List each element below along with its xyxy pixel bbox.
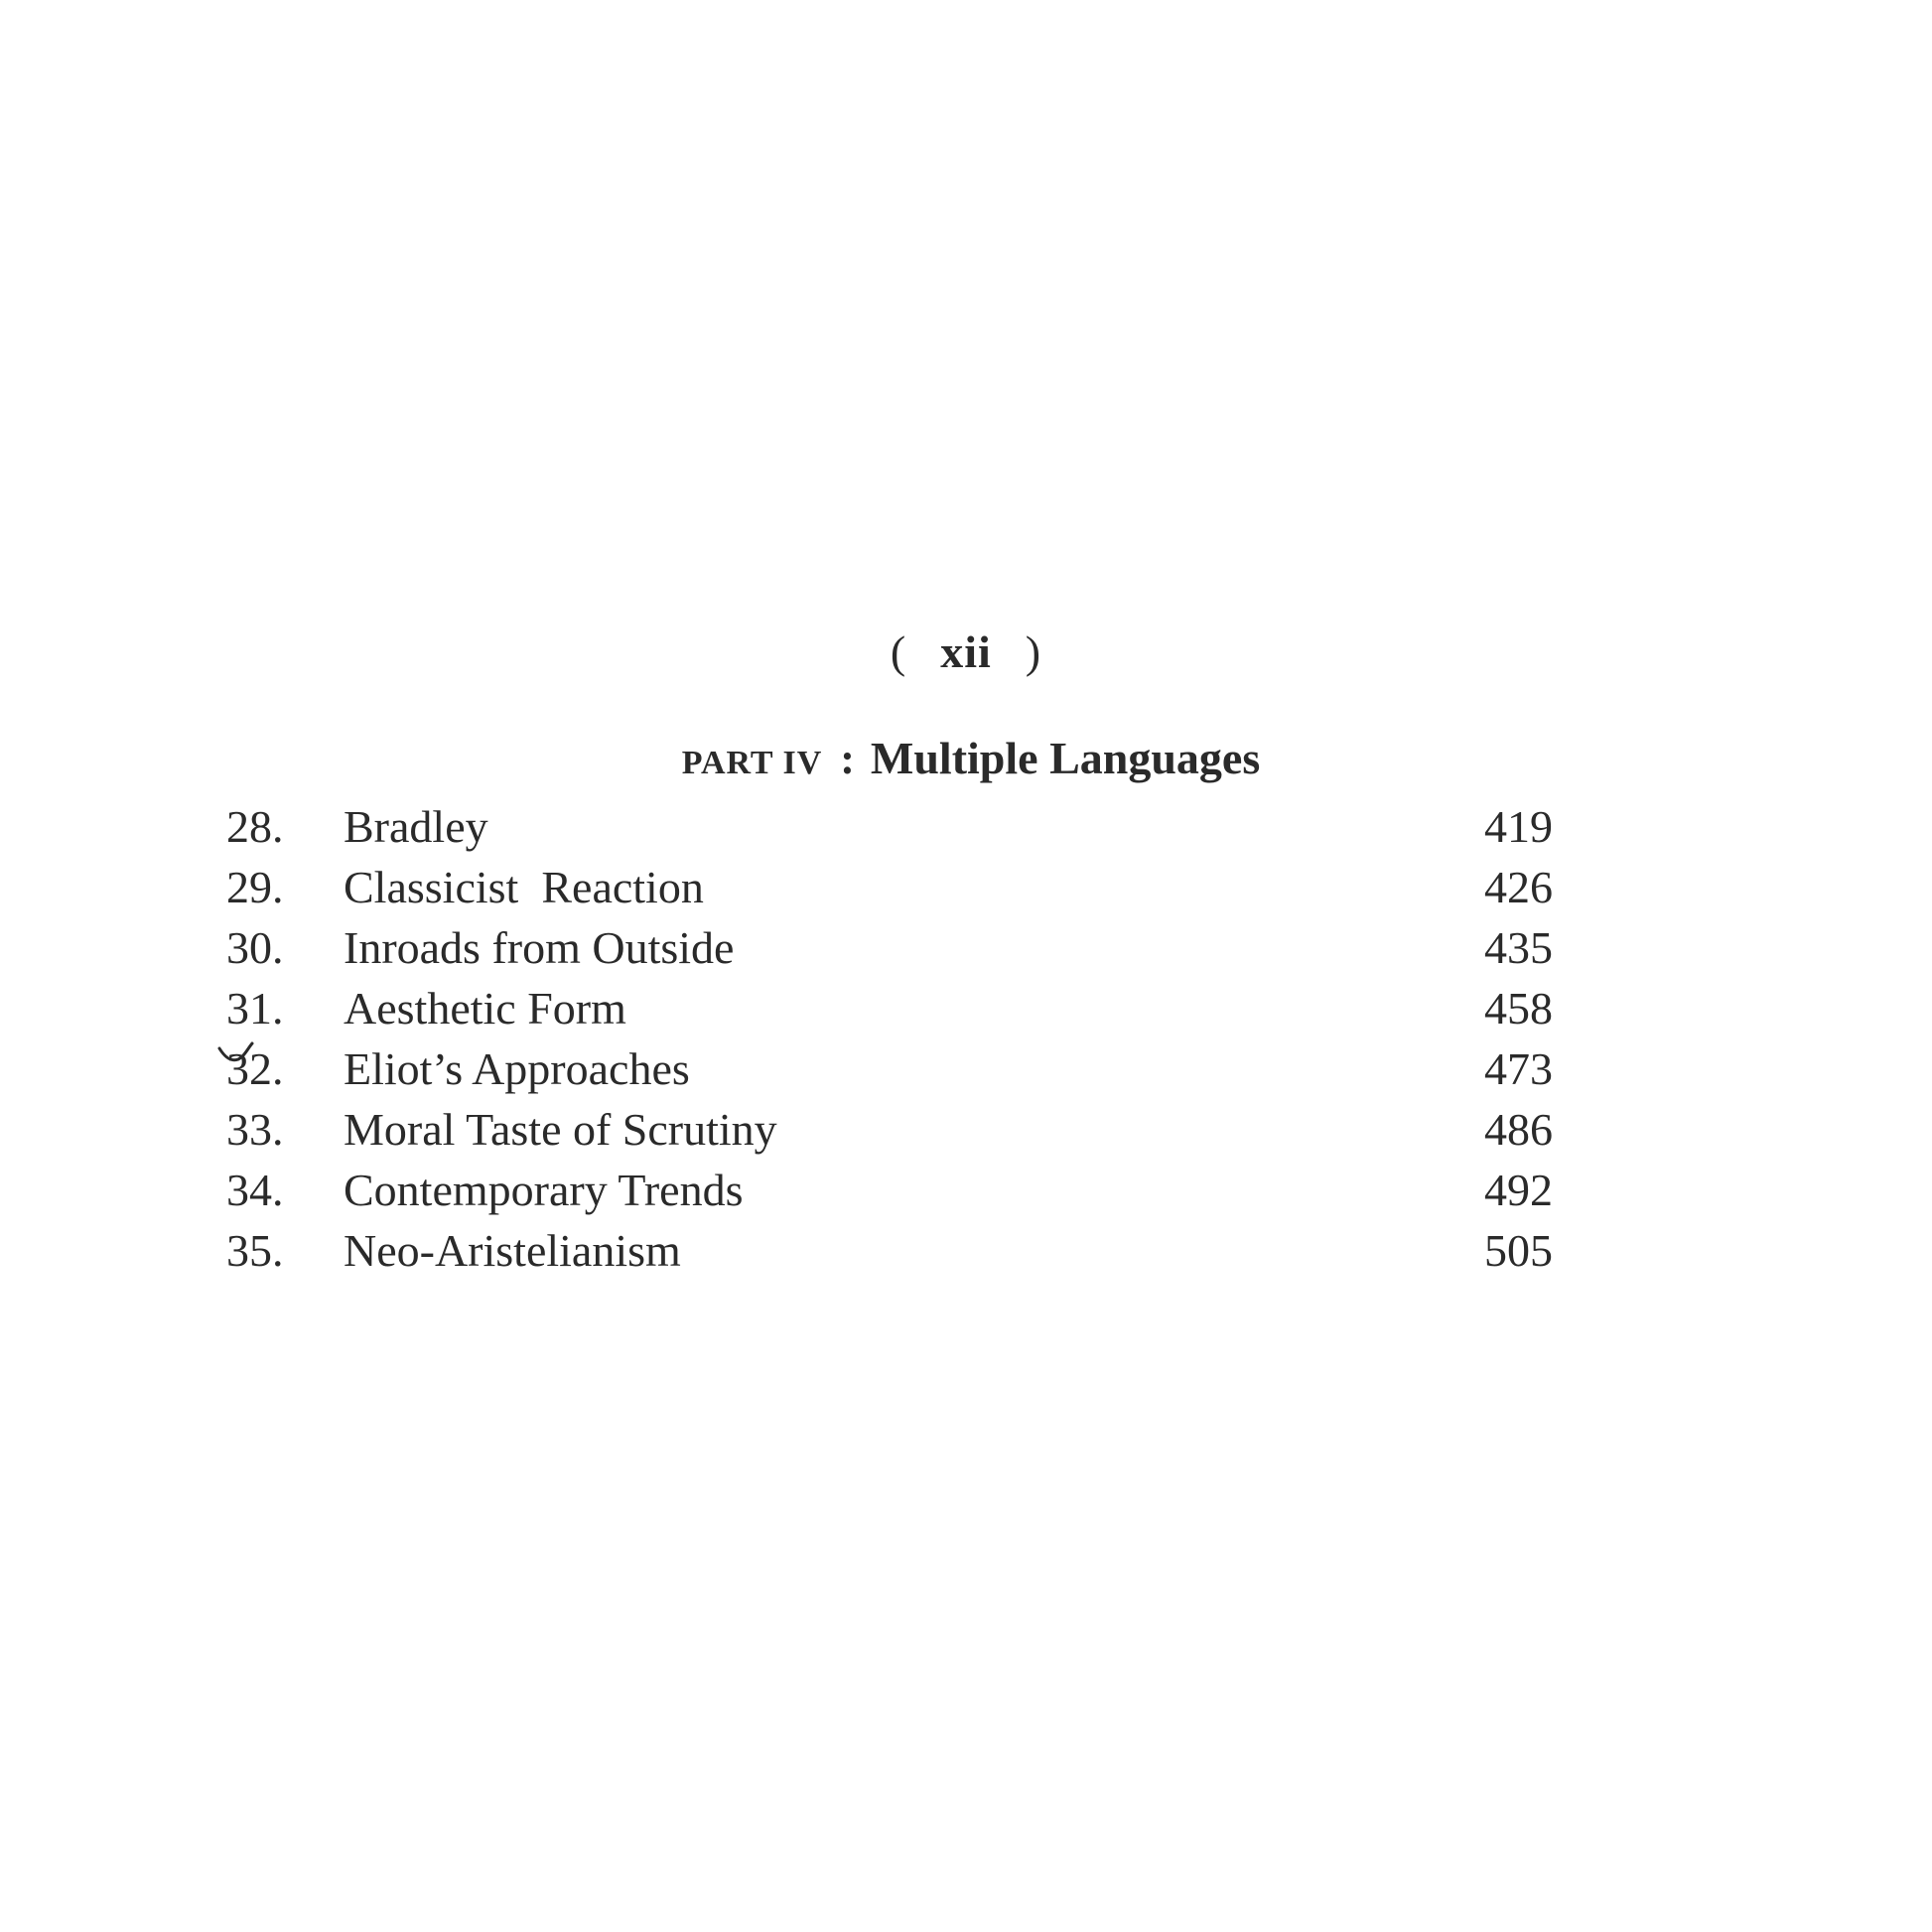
toc-entry-35 <box>226 1220 1656 1281</box>
chapter-number: 34. <box>226 1165 284 1215</box>
chapter-page: 492 <box>1484 1165 1553 1215</box>
chapter-number: 32. <box>226 1043 284 1094</box>
chapter-title: Eliot’s Approaches <box>344 1043 690 1094</box>
chapter-number: 31. <box>226 983 284 1034</box>
chapter-page: 486 <box>1484 1104 1553 1155</box>
page-number-open-paren: ( <box>890 626 907 677</box>
chapter-number: 28. <box>226 801 284 852</box>
page-number-close-paren: ) <box>1025 626 1042 677</box>
chapter-page: 458 <box>1484 983 1553 1034</box>
chapter-title: Inroads from Outside <box>344 922 735 973</box>
chapter-title: Neo-Aristelianism <box>344 1225 681 1276</box>
handwritten-tick-mark <box>216 1040 256 1070</box>
table-of-contents <box>226 796 1656 1281</box>
chapter-page: 435 <box>1484 922 1553 973</box>
chapter-number: 30. <box>226 922 284 973</box>
chapter-title: Classicist Reaction <box>344 862 704 912</box>
toc-entry-32 <box>226 1038 1656 1099</box>
chapter-page: 426 <box>1484 862 1553 912</box>
part-label: PART IV <box>681 745 823 781</box>
toc-entry-31 <box>226 978 1656 1038</box>
toc-entry-34 <box>226 1160 1656 1220</box>
chapter-title: Aesthetic Form <box>344 983 626 1034</box>
chapter-number: 29. <box>226 862 284 912</box>
chapter-title: Moral Taste of Scrutiny <box>344 1104 777 1155</box>
part-title: Multiple Languages <box>870 733 1261 783</box>
chapter-number: 33. <box>226 1104 284 1155</box>
page-number <box>0 627 1932 677</box>
toc-entry-28 <box>226 796 1656 857</box>
chapter-number: 35. <box>226 1225 284 1276</box>
toc-entry-30 <box>226 917 1656 978</box>
page-number-label: xii <box>940 626 992 677</box>
toc-entry-33 <box>226 1099 1656 1160</box>
toc-entry-29 <box>226 857 1656 917</box>
chapter-title: Contemporary Trends <box>344 1165 744 1215</box>
part-heading <box>0 731 1932 797</box>
chapter-page: 505 <box>1484 1225 1553 1276</box>
chapter-page: 419 <box>1484 801 1553 852</box>
chapter-page: 473 <box>1484 1043 1553 1094</box>
part-separator: : <box>840 735 855 783</box>
chapter-title: Bradley <box>344 801 488 852</box>
